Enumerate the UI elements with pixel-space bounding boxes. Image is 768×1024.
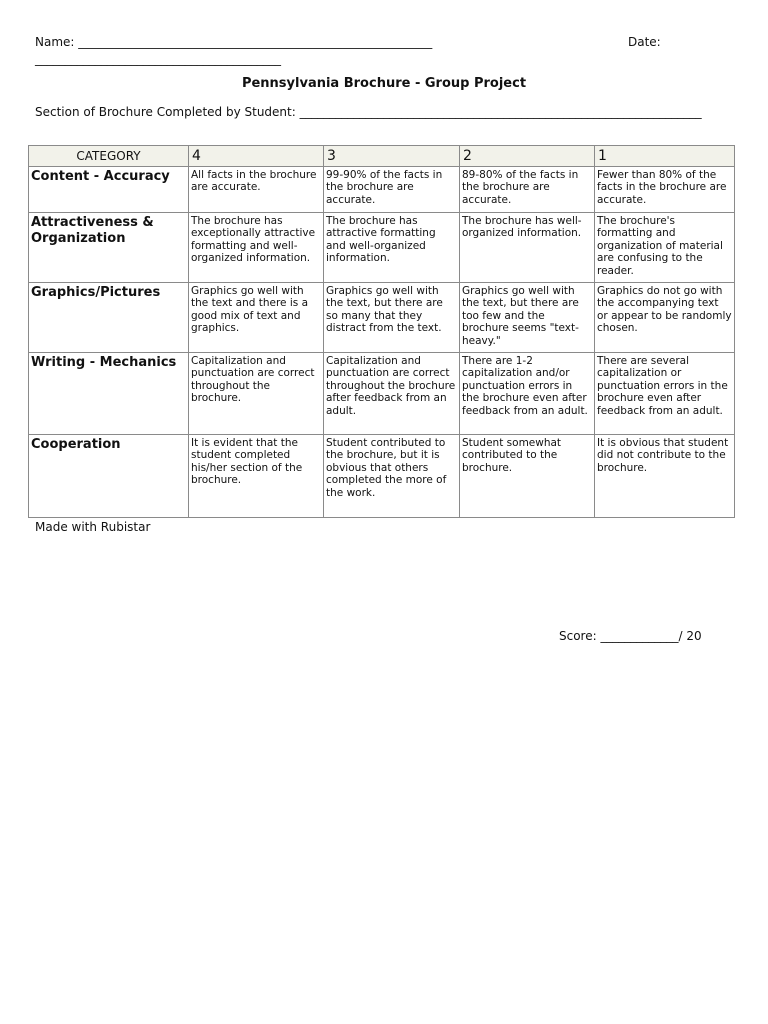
row-category: Graphics/Pictures bbox=[29, 283, 189, 353]
rubric-cell: It is obvious that student did not contribute to the brochure. bbox=[595, 435, 735, 518]
rubric-cell: Capitalization and punctuation are correct throughout the brochure after feedback from an adult. bbox=[324, 353, 460, 435]
header-score-3: 3 bbox=[324, 146, 460, 167]
rubric-cell: 89-80% of the facts in the brochure are accurate. bbox=[460, 167, 595, 213]
header-score-4: 4 bbox=[189, 146, 324, 167]
rubric-cell: Capitalization and punctuation are correct throughout the brochure. bbox=[189, 353, 324, 435]
rubric-cell: Graphics go well with the text, but there are so many that they distract from the text. bbox=[324, 283, 460, 353]
rubric-row-content-accuracy bbox=[29, 167, 735, 213]
date-field-line: _________________________________________ bbox=[35, 52, 281, 66]
rubric-cell: There are 1-2 capitalization and/or punctuation errors in the brochure even after feedback from an adult. bbox=[460, 353, 595, 435]
rubric-cell: Graphics go well with the text, but there are too few and the brochure seems "text-heavy." bbox=[460, 283, 595, 353]
row-category: Content - Accuracy bbox=[29, 167, 189, 213]
rubric-cell: The brochure has exceptionally attractive formatting and well-organized information. bbox=[189, 213, 324, 283]
rubric-cell: Fewer than 80% of the facts in the brochure are accurate. bbox=[595, 167, 735, 213]
rubric-cell: The brochure's formatting and organization of material are confusing to the reader. bbox=[595, 213, 735, 283]
rubric-cell: 99-90% of the facts in the brochure are accurate. bbox=[324, 167, 460, 213]
made-with-note: Made with Rubistar bbox=[35, 520, 151, 534]
row-category: Writing - Mechanics bbox=[29, 353, 189, 435]
rubric-cell: It is evident that the student completed his/her section of the brochure. bbox=[189, 435, 324, 518]
header-category: CATEGORY bbox=[29, 146, 189, 167]
row-category: Cooperation bbox=[29, 435, 189, 518]
rubric-cell: The brochure has well-organized information. bbox=[460, 213, 595, 283]
header-score-2: 2 bbox=[460, 146, 595, 167]
rubric-cell: Student somewhat contributed to the brochure. bbox=[460, 435, 595, 518]
name-field-label: Name: ___________________________________________________________ bbox=[35, 35, 433, 49]
rubric-cell: There are several capitalization or punctuation errors in the brochure even after feedback from an adult. bbox=[595, 353, 735, 435]
date-field-label: Date: bbox=[628, 35, 661, 49]
rubric-header-row bbox=[29, 146, 735, 167]
rubric-cell: The brochure has attractive formatting and well-organized information. bbox=[324, 213, 460, 283]
rubric-row-attractiveness bbox=[29, 213, 735, 283]
rubric-cell: Student contributed to the brochure, but it is obvious that others completed the more of the work. bbox=[324, 435, 460, 518]
rubric-row-writing-mechanics bbox=[29, 353, 735, 435]
page-title: Pennsylvania Brochure - Group Project bbox=[241, 76, 527, 91]
section-field-label: Section of Brochure Completed by Student: ___________________________________________________________________ bbox=[35, 105, 702, 119]
rubric-row-cooperation bbox=[29, 435, 735, 518]
rubric-table bbox=[28, 145, 735, 518]
rubric-row-graphics bbox=[29, 283, 735, 353]
rubric-cell: Graphics do not go with the accompanying text or appear to be randomly chosen. bbox=[595, 283, 735, 353]
rubric-cell: Graphics go well with the text and there is a good mix of text and graphics. bbox=[189, 283, 324, 353]
header-score-1: 1 bbox=[595, 146, 735, 167]
score-field: Score: _____________/ 20 bbox=[559, 629, 702, 643]
rubric-cell: All facts in the brochure are accurate. bbox=[189, 167, 324, 213]
row-category: Attractiveness & Organization bbox=[29, 213, 189, 283]
